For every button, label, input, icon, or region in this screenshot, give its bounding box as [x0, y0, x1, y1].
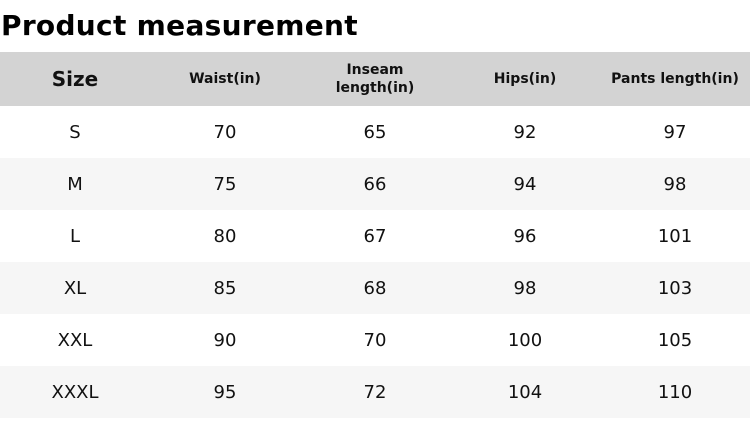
column-header-inseam-label: Inseam length(in) — [335, 61, 415, 96]
table-row — [0, 314, 750, 366]
page-title: Product measurement — [1, 9, 358, 42]
table-body — [0, 106, 750, 418]
column-header-hips: Hips(in) — [450, 52, 600, 106]
value-cell: 72 — [300, 366, 450, 418]
value-cell: 110 — [600, 366, 750, 418]
value-cell: 104 — [450, 366, 600, 418]
header-row — [0, 52, 750, 106]
value-cell: 75 — [150, 158, 300, 210]
table-row — [0, 158, 750, 210]
value-cell: 67 — [300, 210, 450, 262]
size-cell: XL — [0, 262, 150, 314]
value-cell: 65 — [300, 106, 450, 158]
value-cell: 80 — [150, 210, 300, 262]
value-cell: 70 — [300, 314, 450, 366]
table-row — [0, 210, 750, 262]
value-cell: 70 — [150, 106, 300, 158]
value-cell: 90 — [150, 314, 300, 366]
size-cell: XXXL — [0, 366, 150, 418]
value-cell: 95 — [150, 366, 300, 418]
table-row — [0, 106, 750, 158]
value-cell: 85 — [150, 262, 300, 314]
measurement-table — [0, 52, 750, 418]
value-cell: 92 — [450, 106, 600, 158]
size-cell: S — [0, 106, 150, 158]
size-cell: M — [0, 158, 150, 210]
value-cell: 98 — [450, 262, 600, 314]
table-header — [0, 52, 750, 106]
value-cell: 66 — [300, 158, 450, 210]
column-header-inseam — [300, 52, 450, 106]
value-cell: 103 — [600, 262, 750, 314]
value-cell: 105 — [600, 314, 750, 366]
value-cell: 98 — [600, 158, 750, 210]
value-cell: 100 — [450, 314, 600, 366]
value-cell: 97 — [600, 106, 750, 158]
table-row — [0, 366, 750, 418]
column-header-pants-length: Pants length(in) — [600, 52, 750, 106]
column-header-size: Size — [0, 52, 150, 106]
value-cell: 94 — [450, 158, 600, 210]
column-header-waist: Waist(in) — [150, 52, 300, 106]
value-cell: 68 — [300, 262, 450, 314]
size-cell: L — [0, 210, 150, 262]
value-cell: 96 — [450, 210, 600, 262]
value-cell: 101 — [600, 210, 750, 262]
table-row — [0, 262, 750, 314]
size-cell: XXL — [0, 314, 150, 366]
